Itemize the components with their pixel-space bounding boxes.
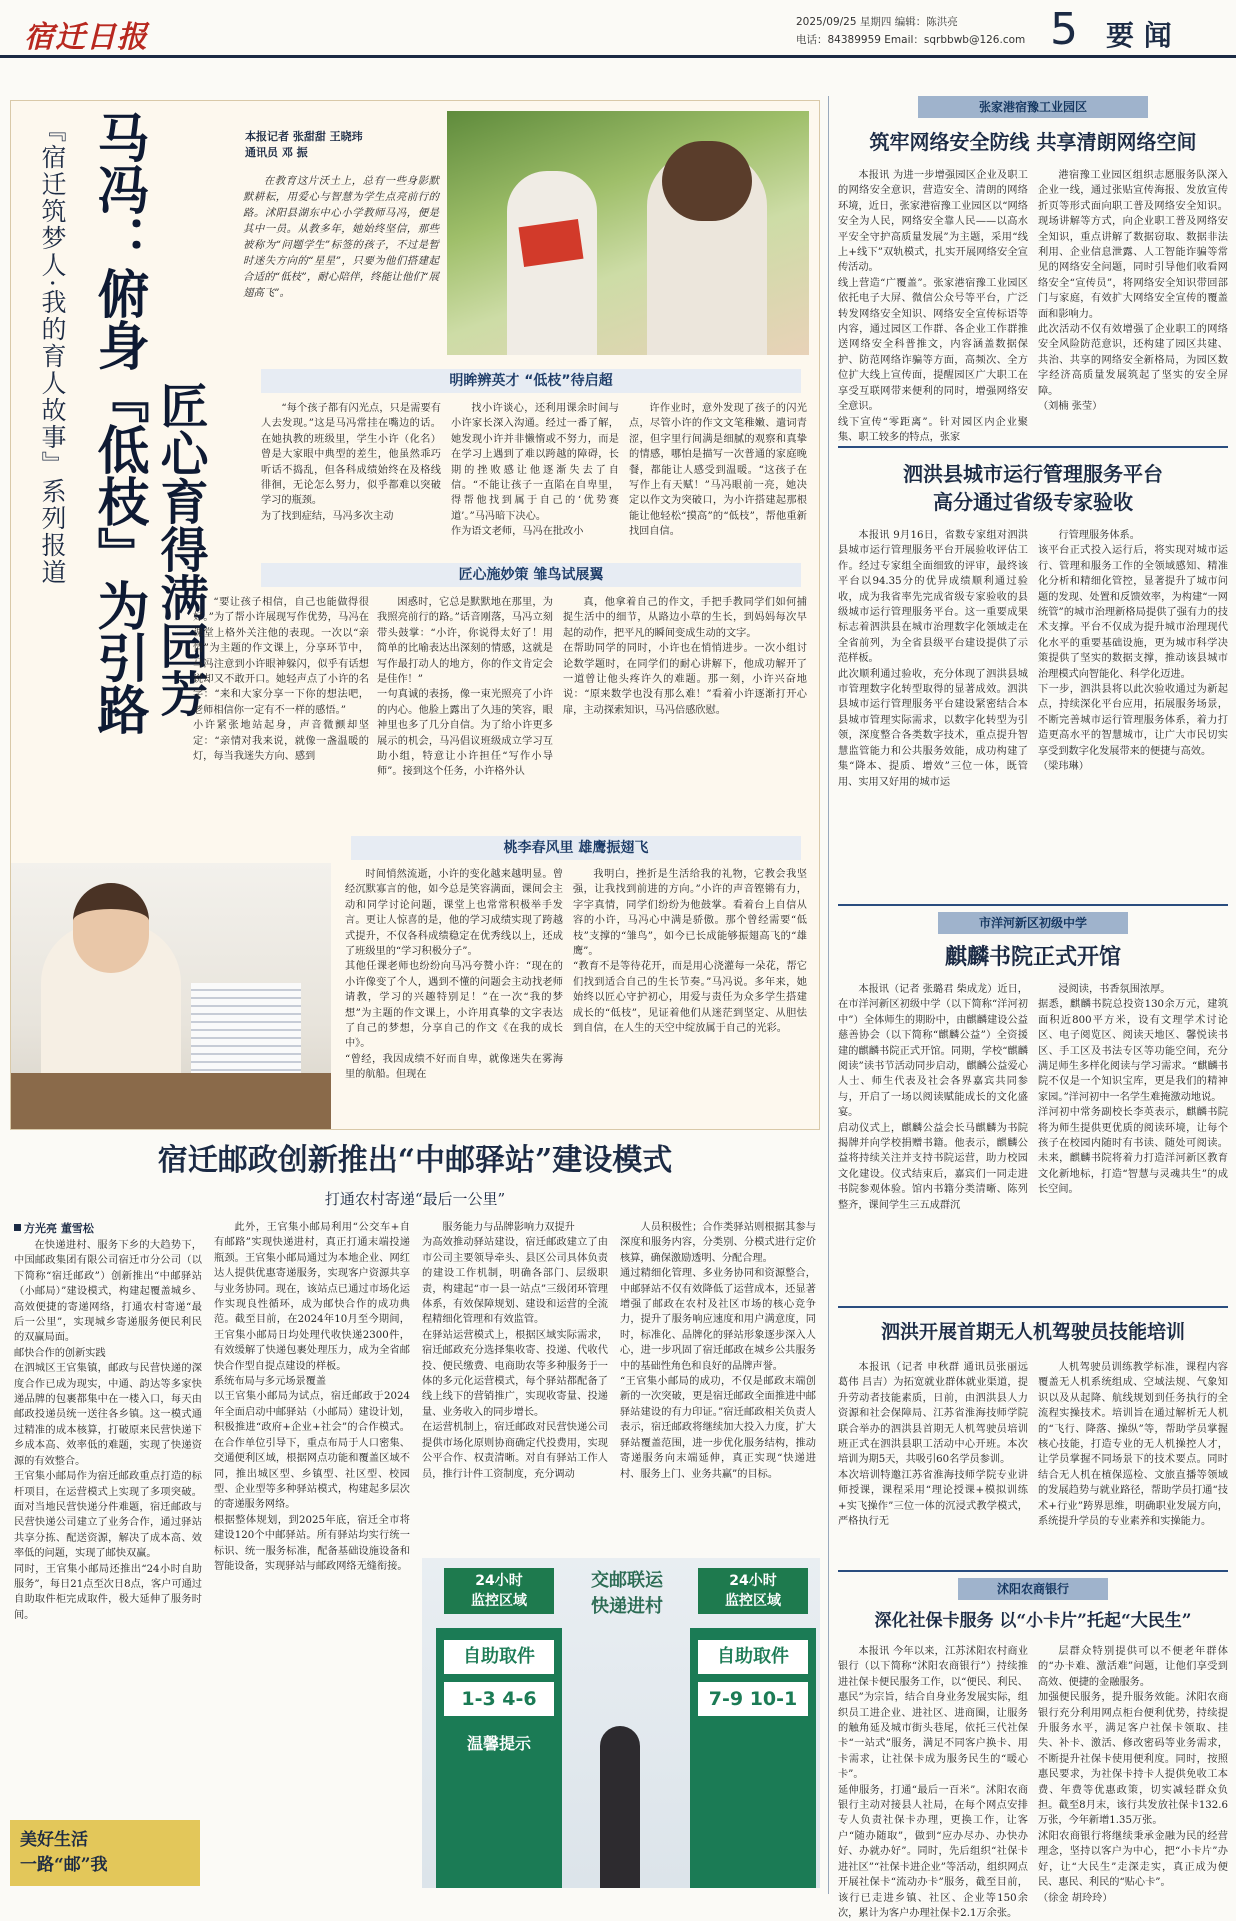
feature-article (10, 100, 820, 1130)
a4-col1: 本报讯（记者 申秋群 通讯员张丽远 葛伟 吕吉）为拓宽就业群体就业渠道，提升劳动者技能素质，日前，由泗洪县人力资源和社会保障局、江苏省淮海技师学院联合举办的泗洪县首期无人机驾驶员培训班正式在泗洪县职工活动中心开班。本次培训为期5天，共吸引60名学员参训。 本次培训特邀江苏省淮海技师学院专业讲师授课，课程采用“理论授课+模拟训练+实飞操作”三位一体的沉浸式教学模式，严格执行无 (838, 1362, 1028, 1528)
photo-teacher-head (73, 883, 149, 973)
postal-byline-marker (14, 1224, 21, 1231)
postal-station-photo (422, 1558, 820, 1888)
section2-col1: “要让孩子相信，自己也能做得很好。”为了帮小许展现写作优势，马冯在课堂上格外关注他的表现。一次以“亲情”为主题的作文课上，分享环节中，马冯注意到小许眼神躲闪，似乎有话想说却又不敢开口。她轻声点了小许的名字：“来和大家分享一下你的想法吧，老师相信你一定有不一样的感悟。” 小许紧张地站起身，声音微颤却坚定：“亲情对我来说，就像一盏温暖的灯，每当我迷失方向、感到 (193, 597, 369, 763)
postal-subtitle: 打通农村寄递“最后一公里” (324, 1190, 506, 1208)
photo-person (600, 1726, 640, 1888)
postal-col2: 此外，王官集小邮局利用“公交车+自有邮路”实现快递进村，真正打通末端投递瓶颈。王官集小邮局通过为本地企业、网红达人提供优惠寄递服务，实现客户资源共享与业务协同。现在，该站点已通过市场化运作实现良性循环，成为邮快合作的成功典范。截至目前，在2024年10月至今期间，王官集小邮局日均处理代收快递2300件，有效缓解了快递包裹处理压力，成为全省邮快合作型自提点建设的样板。 系统布局与多元场景覆盖 以王官集小邮局为试点，宿迁邮政于2024年全面启动中邮驿站（小邮局）建设计划，积极推进“政府+企业+社会”的合作模式。在合作单位引导下，重点布局于人口密集、交通便利区域，根据网点功能和覆盖区域不同，推出城区型、乡镇型、社区型、校园型、企业型等多种驿站模式，构建起多层次的寄递服务网络。 根据整体规划，到2025年底，宿迁全市将建设120个中邮驿站。所有驿站均实行统一标识、统一服务标准，配备基础设施设备和智能设备，实现驿站与邮政网络无缝衔接。 (214, 1222, 410, 1572)
photo-locker-right-number: 7-9 10-1 (698, 1682, 808, 1716)
subhead-2: 匠心施妙策 雏鸟试展翼 (261, 563, 801, 587)
feature-title-main: 马冯：俯身『低枝』为引路 (88, 111, 148, 735)
teacher-student-photo (447, 111, 809, 355)
postal-article (10, 1140, 820, 1890)
series-label: 『宿迁筑梦人·我的育人故事』系列报道 (38, 117, 67, 586)
page-number: 5 (1050, 4, 1078, 55)
photo-student-scarf (519, 219, 584, 267)
section1-col1: “每个孩子都有闪光点，只是需要有人去发现。”这是马冯常挂在嘴边的话。在她执教的班级里，学生小许（化名）曾是大家眼中典型的差生，他虽然乖巧听话不捣乱，但各科成绩始终在及格线徘徊，无论怎么努力，似乎都难以突破学习的瓶颈。 为了找到症结，马冯多次主动 (261, 403, 441, 522)
subhead-3: 桃李春风里 雄鹰振翅飞 (351, 836, 801, 860)
photo-book-stack (191, 983, 301, 1073)
a5-col2: 层群众特别提供可以不便老年群体的“办卡难、激活难”问题，让他们享受到高效、便捷的金融服务。 加强便民服务，提升服务效能。沭阳农商银行充分利用网点柜台便利优势，持续提升服务水平，满足客户社保卡领取、挂失、补卡、激活、修改密码等业务需求，不断提升社保卡使用便利度。同时，按照惠民要求，为社保卡持卡人提供免收工本费、年费等优惠政策，切实减轻群众负担。截至8月末，该行共发放社保卡132.6万张，今年新增1.35万张。 沭阳农商银行将继续秉承金融为民的经营理念，坚持以客户为中心，把“小卡片”办好，让“大民生”走深走实，真正成为便民、惠民、利民的“贴心卡”。 （徐金 胡玲玲） (1038, 1646, 1228, 1904)
postal-col1: 在快递进村、服务下乡的大趋势下，中国邮政集团有限公司宿迁市分公司（以下简称“宿迁邮政”）创新推出“中邮驿站（小邮局）”建设模式，构建起覆盖城乡、高效便捷的寄递网络，打通农村寄递“最后一公里”，实现城乡寄递服务便民利民的双赢局面。 邮快合作的创新实践 在泗城区王官集镇，邮政与民营快递的深度合作已成为现实，中通、韵达等多家快递品牌的包裹都集中在一楼入口，每天由邮政投递员统一送往各乡镇。这一模式通过精准的成本核算，打破原来民营快递下乡成本高、效率低的难题，实现了快递资源的有效整合。 王官集小邮局作为宿迁邮政重点打造的标杆项目，在运营模式上实现了多项突破。面对当地民营快递分件难题，宿迁邮政与民营快递公司建立了业务合作，通过驿站共享分拣、配送资源，解决了成本高、效率低的问题，实现了邮快双赢。 同时，王官集小邮局还推出“24小时自助服务”，每日21点至次日8点，客户可通过自助取件柜完成取件，极大延伸了服务时间。 (14, 1240, 202, 1621)
a1-col1: 本报讯 为进一步增强园区企业及职工的网络安全意识，营造安全、清朗的网络环境，近日，张家港宿豫工业园区以“网络安全为人民，网络安全靠人民——以高水平安全守护高质量发展”为主题，采用“线上+线下”双轨模式，扎实开展网络安全宣传活动。 线上营造“广覆盖”。张家港宿豫工业园区依托电子大屏、微信公众号等平台，广泛转发网络安全知识、网络安全宣传标语等内容，通过园区工作群、各企业工作群推送网络安全科普推文，内容涵盖数据保护、防范网络诈骗等方面，高频次、全方位扩大线上宣传面，提醒园区广大职工在享受互联网带来便利的同时，增强网络安全意识。 线下宣传“零距离”。针对园区内企业聚集、职工较多的特点，张家 (838, 170, 1028, 443)
photo-teacher-hair (662, 141, 752, 221)
feature-title-sub: 匠心育得满园芳 (152, 381, 208, 717)
contact-info: 电话：84389959 Email：sqrbbwb@126.com (796, 34, 1026, 46)
postal-title: 宿迁邮政创新推出“中邮驿站”建设模式 (157, 1143, 673, 1178)
masthead-rule (0, 55, 1236, 58)
a1-title: 筑牢网络安全防线 共享清朗网络空间 (869, 130, 1197, 154)
section-name: 要 闻 (1106, 19, 1172, 52)
section2-col3: 真，他拿着自己的作文，手把手教同学们如何捕捉生活中的细节，从路边小草的生长，到妈妈每次早起的动作，把平凡的瞬间变成生动的文字。 在帮助同学的同时，小许也在悄悄进步。一次小组讨论数学题时，在同学们的耐心讲解下，他成功解开了一道曾让他头疼许久的难题。那一刻，小许兴奋地说：“原来数学也没有那么难！”看着小许逐渐打开心扉，主动探索知识，马冯倍感欣慰。 (563, 597, 807, 716)
postal-byline: 方光亮 董雪松 (24, 1222, 94, 1235)
photo-sign-left: 24小时 监控区域 (444, 1568, 554, 1614)
divider-1 (838, 446, 1228, 448)
photo-warning-left: 温馨提示 (466, 1734, 531, 1753)
photo-sign-right: 24小时 监控区域 (698, 1568, 808, 1614)
a4-col2: 人机驾驶员训练教学标准，课程内容覆盖无人机系统组成、空域法规、气象知识以及从起降、航线规划到任务执行的全流程实操技术。培训旨在通过解析无人机的“飞行、降落、操纵”等，帮助学员掌握核心技能，打造专业的无人机操控人才，让学员掌握不同场景下的技术要点。同时结合无人机在植保巡检、文旅直播等领域的发展趋势与就业路径，帮助学员打通“技术+行业”跨界思维，明确职业发展方向，系统提升学员的专业素养和实操能力。 (1038, 1362, 1228, 1528)
tag-yanghe-school: 市洋河新区初级中学 (938, 912, 1128, 934)
postal-corner-text: 美好生活 一路“邮”我 (20, 1830, 108, 1875)
teacher-desk-photo (11, 863, 331, 1129)
photo-locker-left-label: 自助取件 (444, 1640, 554, 1674)
postal-col3: 服务能力与品牌影响力双提升 为高效推动驿站建设，宿迁邮政建立了由市公司主要领导牵头、县区公司具体负责的建设工作机制，明确各部门、层级职责，构建起“市一县一站点”三级闭环管理体系，有效保障规划、建设和运营的全流程精细化管理和有效监管。 在驿站运营模式上，根据区域实际需求，宿迁邮政充分选择集收寄、投递、代收代投、便民缴费、电商助农等多种服务于一体的多元化运营模式，每个驿站都配备了线上线下的营销推广，实现收寄量、投递量、业务收入的同步增长。 在运营机制上，宿迁邮政对民营快递公司提供市场化原则协商确定代投费用，实现公平合作、权责清晰。对自有驿站工作人员，推行计件工资制度，充分调动 (422, 1222, 608, 1480)
divider-4 (838, 1570, 1228, 1572)
a5-title: 深化社保卡服务 以“小卡片”托起“大民生” (874, 1611, 1192, 1631)
tag-shuyang-bank: 沭阳农商银行 (958, 1578, 1108, 1600)
a3-col1: 本报讯（记者 张璐君 柴成龙）近日，在市洋河新区初级中学（以下简称“洋河初中”）全体师生的期盼中，由麒麟建设公益慈善协会（以下简称“麒麟公益”）全资援建的麒麟书院正式开馆。同期，学校“麒麟阅读”读书节活动同步启动，麒麟公益爱心人士、师生代表及社会各界嘉宾共同参与，开启了一场以阅读赋能成长的文化盛宴。 启动仪式上，麒麟公益会长马麒麟为书院揭牌并向学校捐赠书籍。他表示，麒麟公益将持续关注并支持书院运营，助力校园文化建设。仪式结束后，嘉宾们一同走进书院参观体验。馆内书籍分类清晰、陈列整齐，课间学生三五成群沉 (838, 984, 1028, 1211)
section1-col3: 许作业时，意外发现了孩子的闪光点，尽管小许的作文文笔稚嫩、遣词青涩，但字里行间满是细腻的观察和真挚的情感，哪怕是描写一次普通的家庭晚餐，都能让人感受到温暖。“这孩子在写作上有天赋！”马冯眼前一亮，她决定以作文为突破口，为小许搭建起那根能让他轻松“摸高”的“低枝”，帮他重新找回自信。 (629, 403, 807, 538)
masthead (0, 0, 1236, 60)
a1-col2: 港宿豫工业园区组织志愿服务队深入企业一线，通过张贴宣传海报、发放宣传折页等形式面向职工普及网络安全知识。现场讲解等方式，向企业职工普及网络安全知识，重点讲解了数据窃取、数据非法利用、企业信息泄露、人工智能诈骗等常见的网络安全问题，同时引导他们收看网络安全“宣传员”，将网络安全知识带回部门与家庭，有效扩大网络安全宣传的覆盖面和影响力。 此次活动不仅有效增强了企业职工的网络安全风险防范意识，还构建了园区共建、共治、共享的网络安全新格局，为园区数字经济高质量发展筑起了坚实的安全屏障。 （刘楠 张莹） (1038, 170, 1228, 413)
postal-corner-banner (10, 1820, 200, 1886)
section3-col1: 时间悄然流逝，小许的变化越来越明显。曾经沉默寡言的他，如今总是笑容满面，课间会主动和同学讨论问题，课堂上也常常积极举手发言。更让人惊喜的是，他的学习成绩实现了跨越式提升，不仅各科成绩稳定在优秀线以上，还成了班级里的“学习积极分子”。 其他任课老师也纷纷向马冯夸赞小许：“现在的小许像变了个人，遇到不懂的问题会主动找老师请教，学习的兴趣特别足！”在一次“我的梦想”为主题的作文课上，小许用真挚的文字表达了自己的梦想，分享自己的作文《在我的成长中》。 “曾经，我因成绩不好而自卑，就像迷失在雾海里的航船。但现在 (345, 869, 563, 1081)
section3-col2: 我明白，挫折是生活给我的礼物，它教会我坚强，让我找到前进的方向。”小许的声音铿锵有力，字字真情，同学们纷纷为他鼓掌。看着台上自信从容的小许，马冯心中满是骄傲。那个曾经需要“低枝”支撑的“雏鸟”，如今已长成能够振翅高飞的“雄鹰”。 “教育不是等待花开，而是用心浇灌每一朵花，帮它们找到适合自己的生长节奏。”马冯说。多年来，她始终以匠心守护初心，用爱与责任为众多学生搭建成长的“低枝”，见证着他们从迷茫到坚定、从胆怯到自信，在人生的天空中绽放属于自己的光彩。 (573, 869, 807, 1035)
section2-col2: 困惑时，它总是默默地在那里，为我照亮前行的路。”话音刚落，马冯立刻带头鼓掌：“小许，你说得太好了！用简单的比喻表达出深刻的情感，这就是写作最打动人的地方，你的作文肯定会是佳作！” 一句真诚的表扬，像一束光照亮了小许的内心。他脸上露出了久违的笑容，眼神里也多了几分自信。为了给小许更多展示的机会，马冯倡议班级成立学习互助小组，特意让小许担任“写作小导师”。接到这个任务，小许格外认 (377, 597, 553, 778)
section1-col2: 找小许谈心，还利用课余时间与小许家长深入沟通。经过一番了解，她发现小许并非懒惰或不努力，而是在学习上遇到了难以跨越的障碍，长期的挫败感让他逐渐失去了自信。“不能让孩子一直陷在自卑里，得帮他找到属于自己的‘优势赛道’。”马冯暗下决心。 作为语文老师，马冯在批改小 (451, 403, 619, 538)
feature-byline: 本报记者 张甜甜 王晓玮 通讯员 邓 振 (245, 130, 363, 159)
divider-3 (838, 1306, 1228, 1308)
right-column (838, 96, 1228, 1919)
a3-title: 麒麟书院正式开馆 (944, 944, 1121, 970)
photo-desk (11, 1073, 331, 1129)
photo-locker-right-label: 自助取件 (698, 1640, 808, 1674)
a2-title: 泗洪县城市运行管理服务平台 高分通过省级专家验收 (903, 462, 1163, 514)
a5-col1: 本报讯 今年以来，江苏沭阳农村商业银行（以下简称“沭阳农商银行”）持续推进社保卡便民服务工作，以“便民、利民、惠民”为宗旨，结合自身业务发展实际，组织员工进企业、进社区、进商圈，让服务的触角延及城市街头巷尾，依托三代社保卡“一站式”服务，满足不同客户换卡、用卡需求，让社保卡成为服务民生的“暖心卡”。 延伸服务，打通“最后一百米”。沭阳农商银行主动对接县人社局，在每个网点安排专人负责社保卡办理，更换工作，让客户“随办随取”，做到“应办尽办、办快办好、办就办好”。同时，先后组织“社保卡进社区”“社保卡进企业”等活动，组织网点开展社保卡“流动办卡”服务，截至目前，该行已走进乡镇、社区、企业等150余次，累计为客户办理社保卡2.1万余张。 (838, 1646, 1028, 1919)
photo-locker-left-number: 1-3 4-6 (444, 1682, 554, 1716)
a4-title: 泗洪开展首期无人机驾驶员技能培训 (880, 1321, 1185, 1343)
postal-col4: 人员积极性；合作类驿站则根据其参与深度和服务内容，分类别、分模式进行定价核算，确保激励透明、分配合理。 通过精细化管理、多业务协同和资源整合，中邮驿站不仅有效降低了运营成本，还显著增强了邮政在农村及社区市场的核心竞争力，提升了服务响应速度和用户满意度，同时，标准化、品牌化的驿站形象逐步深入人心，进一步巩固了宿迁邮政在城乡公共服务中的基础性角色和良好的品牌声誉。 “王官集小邮局的成功，不仅是邮政末端创新的一次突破，更是宿迁邮政全面推进中邮驿站建设的有力印证。”宿迁邮政相关负责人表示，宿迁邮政将继续加大投入力度，扩大驿站覆盖范围，进一步优化服务结构，推动寄递服务向末端延伸，真正实现“快递进村、服务上门、业务共赢”的目标。 (620, 1222, 816, 1480)
a3-col2: 浸阅读，书香氛围浓厚。 据悉，麒麟书院总投资130余万元，建筑面积近800平方米，设有文理学术讨论区、电子阅览区、阅读天地区、馨悦读书区、手工区及书法专区等功能空间，充分满足师生多样化阅读与学习需求。“麒麟书院不仅是一个知识宝库，更是我们的精神家园。”洋河初中一名学生难掩激动地说。 洋河初中常务副校长李英表示，麒麟书院将为师生提供更优质的阅读环境，让每个孩子在校园内随时有书读、随处可阅读。未来，麒麟书院将着力打造洋河新区教育文化新地标，打造“智慧与灵魂共生”的成长空间。 (1038, 984, 1228, 1196)
divider-2 (838, 904, 1228, 906)
tag-zjg-park: 张家港宿豫工业园区 (918, 96, 1148, 118)
subhead-1: 明眸辨英才 “低枝”待启超 (261, 369, 801, 393)
a2-col1: 本报讯 9月16日，省数专家组对泗洪县城市运行管理服务平台开展验收评估工作。经过专家组全面细致的评审，最终该平台以94.35分的优异成绩顺利通过验收，成为我省率先完成省级专家验收的县级城市运行管理服务平台。这一重要成果标志着泗洪县在城市治理数字化领域走在全省前列，为全省县级平台建设提供了示范样板。 此次顺利通过验收，充分体现了泗洪县城市管理数字化转型取得的显著成效。泗洪县城市运行管理服务平台建设紧密结合本县城市管理实际需求，以数字化转型为引领，深度整合各类数字技术，重点提升智慧监管能力和公共服务效能，成功构建了集“降本、提质、增效”三位一体，既管用、实用又好用的城市运 (838, 530, 1028, 788)
date-info: 2025/09/25 星期四 编辑：陈洪亮 (796, 16, 958, 28)
feature-intro: 在教育这片沃土上，总有一些身影默默耕耘，用爱心与智慧为学生点亮前行的路。沭阳县湖东中心小学教师马冯，便是其中一员。从教多年，她始终坚信，那些被称为“问题学生”标签的孩子，不过是暂时迷失方向的“星星”，只要为他们搭建起合适的“低枝”，耐心陪伴，终能让他们“展翅高飞”。 (243, 175, 439, 299)
column-separator (828, 96, 829, 1894)
photo-brand-banner: 交邮联运 快递进村 (591, 1570, 663, 1617)
a2-col2: 行管理服务体系。 该平台正式投入运行后，将实现对城市运行、管理和服务工作的全领域感知、精准化分析和精细化管控，显著提升了城市问题的发现、处置和反馈效率，为构建“一网统管”的城市治理新格局提供了强有力的技术支撑。平台不仅成为提升城市治理现代化水平的重要基础设施，更为城市科学决策提供了坚实的数据支撑，推动该县城市治理模式向智能化、科学化迈进。 下一步，泗洪县将以此次验收通过为新起点，持续深化平台应用，拓展服务场景，不断完善城市运行管理服务体系，着力打造更高水平的智慧城市，让广大市民切实享受到数字化发展带来的便捷与高效。 （梁玮琳） (1038, 530, 1228, 773)
newspaper-logo: 宿迁日报 (24, 20, 148, 55)
